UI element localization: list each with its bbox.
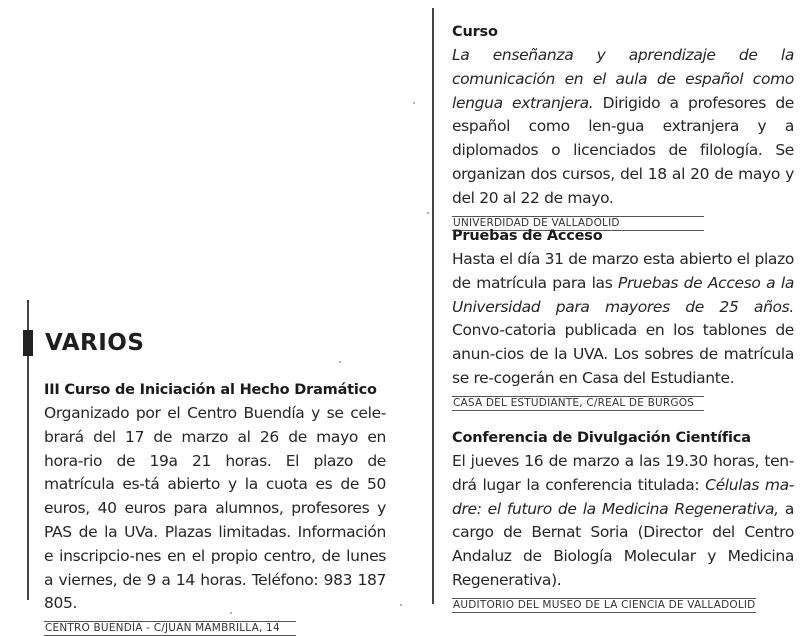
article-body-text: Organizado por el Centro Buendía y se cele-brará del 17 de marzo al 26 de mayo en hora-rio de 19a 21 horas. El plazo de matrícula es-tá abierto y la cuota es de 50 euros, 40 euros para alumnos, profesores y PAS de la UVa. Plazas limitadas. Información e inscripcio-nes en el propio centro, de lunes a viernes, de 9 a 14 horas. Teléfono: 983 187 805. bbox=[44, 404, 386, 613]
article-body-text: a cargo de Bernat Soria (Director del Centro Andaluz de Biología Molecular y Medicina Regenerativa). bbox=[452, 499, 794, 589]
article-title: Conferencia de Divulgación Científica bbox=[452, 430, 751, 446]
article-source: UNIVERDIDAD DE VALLADOLID bbox=[452, 216, 704, 231]
section-title: VARIOS bbox=[45, 330, 145, 356]
scan-speck bbox=[427, 212, 429, 214]
article-body-text: Hasta el día 31 de marzo esta abierto el plazo de matrícula para las bbox=[452, 250, 794, 292]
article-title: III Curso de Iniciación al Hecho Dramático bbox=[44, 382, 377, 398]
article-title: Pruebas de Acceso bbox=[452, 228, 603, 244]
article-title: Curso bbox=[452, 24, 498, 40]
article-body bbox=[452, 248, 794, 391]
article-source: CENTRO BUENDÍA - C/JUAN MAMBRILLA, 14 bbox=[44, 621, 296, 636]
scan-speck bbox=[413, 102, 415, 104]
article-body-text: El jueves 16 de marzo a las 19.30 horas, ten-drá lugar la conferencia titulada: bbox=[452, 452, 794, 494]
article-body-text: Convo-catoria publicada en los tablones de anun-cios de la UVA. Los sobres de matrícula se re-cogerán en Casa del Estudiante. bbox=[452, 321, 794, 387]
article-body-text: Dirigido a profesores de español como len-gua extranjera y a diplomados o licenciados de filología. Se organizan dos cursos, del 18 al 20 de mayo y del 20 al 22 de mayo. bbox=[452, 93, 794, 207]
column-divider bbox=[432, 8, 434, 604]
article-body-italic: Células ma-dre: el futuro de la Medicina Regenerativa, bbox=[452, 475, 794, 518]
article-source: AUDITORIO DEL MUSEO DE LA CIENCIA DE VALLADOLID bbox=[453, 598, 756, 611]
section-marker bbox=[23, 330, 33, 356]
article-body bbox=[452, 44, 794, 211]
article-body bbox=[44, 402, 386, 616]
article-teatro bbox=[44, 380, 386, 636]
scan-speck bbox=[339, 361, 341, 363]
article-pruebas bbox=[452, 226, 794, 411]
article-body bbox=[452, 450, 794, 593]
article-body-italic: La enseñanza y aprendizaje de la comunicación en el aula de español como lengua extranjera. bbox=[452, 46, 794, 112]
article-curso bbox=[452, 22, 794, 231]
article-body-italic: Pruebas de Acceso a la Universidad para mayores de 25 años. bbox=[452, 273, 794, 316]
article-conferencia bbox=[452, 428, 794, 613]
scan-speck bbox=[400, 604, 402, 606]
article-source: CASA DEL ESTUDIANTE, C/REAL DE BURGOS bbox=[452, 396, 704, 411]
